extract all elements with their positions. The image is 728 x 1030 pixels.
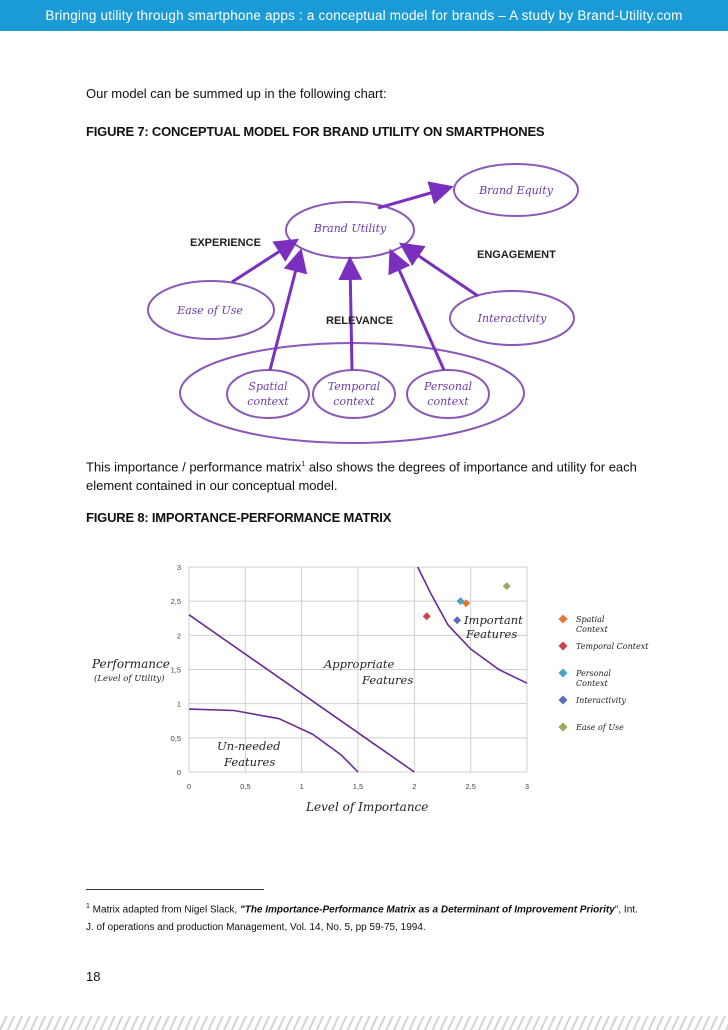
paragraph-part2: also shows the degrees of importance and utility for each element contained in our conceptual model. <box>86 459 637 494</box>
footnote-divider <box>86 889 264 890</box>
y-tick-label: 2,5 <box>170 597 181 607</box>
data-point-interactivity <box>453 616 461 624</box>
data-point-ease-of-use <box>503 582 511 590</box>
figure-7-title: FIGURE 7: CONCEPTUAL MODEL FOR BRAND UTILITY ON SMARTPHONES <box>86 124 545 139</box>
important-features-label-1: Important <box>464 613 523 627</box>
footer-stripes <box>0 1016 728 1030</box>
footnote-title: "The Importance-Performance Matrix as a Determinant of Improvement Priority <box>239 904 615 916</box>
unneeded-features-label-1: Un-needed <box>217 739 281 753</box>
experience-label: EXPERIENCE <box>190 237 261 249</box>
temporal-context-line2: context <box>333 395 375 408</box>
personal-context-line1: Personal <box>423 380 473 393</box>
y-axis-label-1: Performance <box>92 657 170 671</box>
y-tick-label: 1,5 <box>170 665 181 675</box>
data-point-temporal-context <box>423 612 431 620</box>
spatial-context-line2: context <box>247 395 289 408</box>
x-tick-label: 0 <box>186 782 192 791</box>
brand-utility-label: Brand Utility <box>313 222 387 235</box>
matrix-paragraph <box>86 455 646 495</box>
y-tick-label: 0,5 <box>170 733 181 743</box>
legend-label: Interactivity <box>576 696 626 705</box>
footnote <box>86 898 646 937</box>
spatial-context-line1: Spatial <box>248 380 288 393</box>
legend-marker <box>559 642 568 651</box>
appropriate-features-label-2: Features <box>362 673 414 687</box>
paragraph-part1: This importance / performance matrix <box>86 459 302 475</box>
unneeded-features-label-2: Features <box>224 755 276 769</box>
interactivity-label: Interactivity <box>477 312 547 325</box>
arrow-utility-to-equity <box>378 188 448 208</box>
ease-of-use-label: Ease of Use <box>177 304 243 317</box>
legend-label-line2: Context <box>576 625 608 634</box>
x-tick-label: 3 <box>524 782 530 791</box>
x-axis-label: Level of Importance <box>306 800 429 814</box>
important-features-label-2: Features <box>466 627 518 641</box>
legend-label: Spatial <box>576 615 605 624</box>
x-tick-label: 2,5 <box>465 782 476 791</box>
y-tick-label: 0 <box>176 768 181 777</box>
y-tick-label: 2 <box>176 631 181 641</box>
brand-equity-label: Brand Equity <box>479 184 553 197</box>
personal-context-node <box>407 370 489 418</box>
legend-label: Ease of Use <box>576 723 624 732</box>
footnote-suffix: ", Int. J. of operations and production Management, Vol. 14, No. 5, pp 59-75, 1994. <box>86 904 638 934</box>
y-axis-label-2: (Level of Utility) <box>94 674 165 684</box>
document-header: Bringing utility through smartphone apps : a conceptual model for brands – A study by Brand-Utility.com <box>0 0 728 31</box>
personal-context-line2: context <box>427 395 469 408</box>
relevance-label: RELEVANCE <box>326 315 394 327</box>
engagement-label: ENGAGEMENT <box>477 249 556 261</box>
legend-marker <box>559 696 568 705</box>
legend-label-line2: Context <box>576 679 608 688</box>
legend-label: Personal <box>576 669 611 678</box>
footnote-prefix: Matrix adapted from Nigel Slack, <box>89 904 240 916</box>
x-tick-label: 2 <box>412 782 417 791</box>
figure-8-title: FIGURE 8: IMPORTANCE-PERFORMANCE MATRIX <box>86 510 392 525</box>
legend-marker <box>559 723 568 732</box>
appropriate-features-label-1: Appropriate <box>324 657 395 671</box>
footnote-number: 1 <box>86 903 90 910</box>
legend-label: Temporal Context <box>576 642 649 651</box>
x-tick-label: 1 <box>299 782 304 791</box>
x-tick-label: 0,5 <box>240 782 251 791</box>
page-number: 18 <box>86 969 101 984</box>
footnote-ref: 1 <box>301 461 306 468</box>
temporal-context-line1: Temporal <box>327 380 381 393</box>
spatial-context-node <box>227 370 309 418</box>
conceptual-model-diagram <box>0 150 728 450</box>
importance-performance-chart <box>0 540 728 840</box>
arrow-interactivity-to-utility <box>404 246 478 296</box>
temporal-context-node <box>313 370 395 418</box>
x-tick-label: 1,5 <box>352 782 364 791</box>
y-tick-label: 3 <box>176 563 181 572</box>
legend-marker <box>559 669 568 678</box>
y-tick-label: 1 <box>176 699 181 709</box>
intro-text: Our model can be summed up in the following chart: <box>86 86 387 101</box>
legend-marker <box>559 615 568 624</box>
